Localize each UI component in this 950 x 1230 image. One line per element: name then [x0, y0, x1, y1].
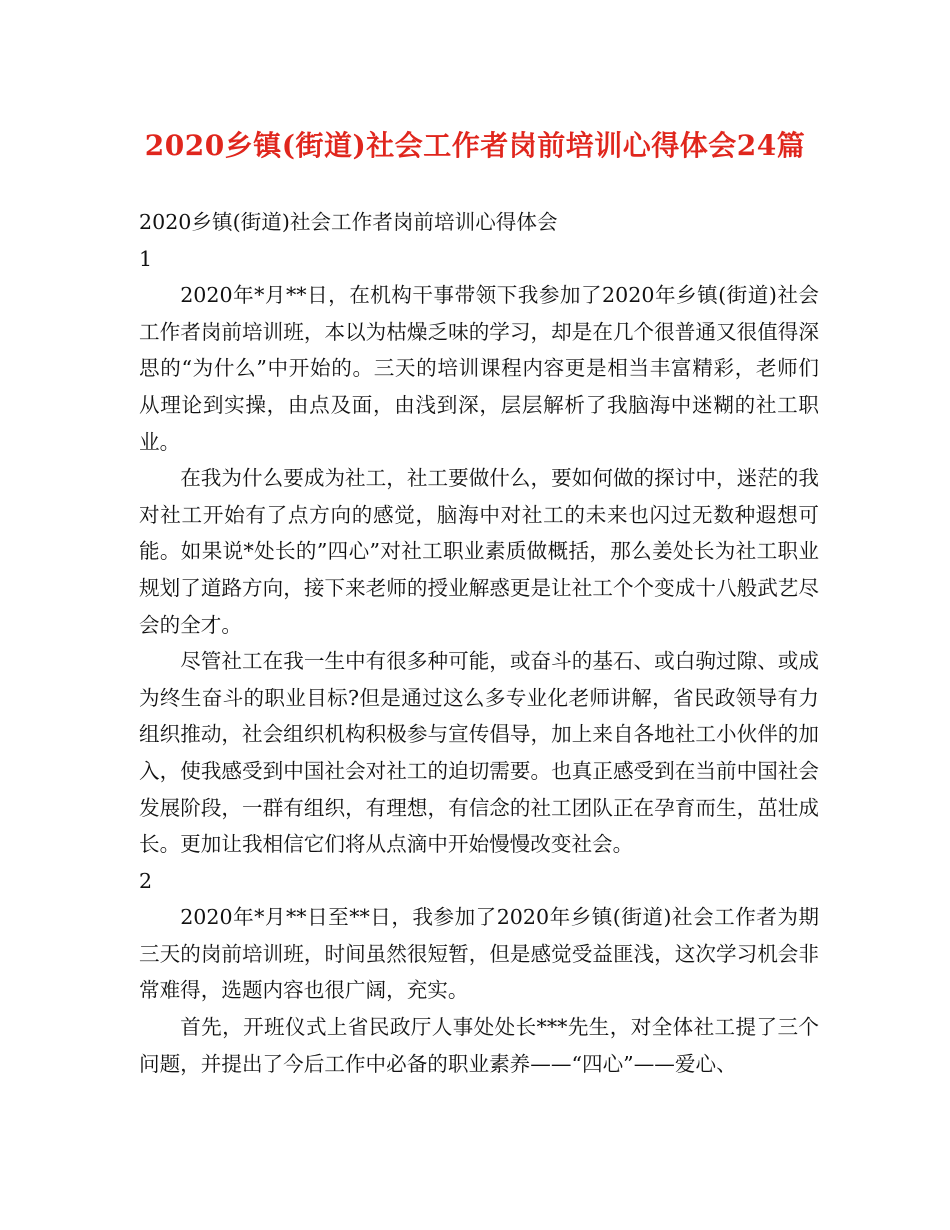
document-title: 2020乡镇(街道)社会工作者岗前培训心得体会24篇 — [144, 129, 806, 162]
subtitle: 2020乡镇(街道)社会工作者岗前培训心得体会 — [139, 210, 558, 234]
paragraph: 尽管社工在我一生中有很多种可能，或奋斗的基石、或白驹过隙、或成为终生奋斗的职业目标?但是通过这么多专业化老师讲解，省民政领导有力组织推动，社会组织机构积极参与宣传倡导，加上来自各地社工小伙伴的加入，使我感受到中国社会对社工的迫切需要。也真正感受到在当前中国社会发展阶段，一群有组织，有理想，有信念的社工团队正在孕育而生，茁壮成长。更加让我相信它们将从点滴中开始慢慢改变社会。 — [139, 649, 819, 857]
section-number-2: 2 — [139, 868, 153, 893]
paragraph: 在我为什么要成为社工，社工要做什么，要如何做的探讨中，迷茫的我对社工开始有了点方向的感觉，脑海中对社工的未来也闪过无数种遐想可能。如果说*处长的”四心”对社工职业素质做概括，那么姜处长为社工职业规划了道路方向，接下来老师的授业解惑更是让社工个个变成十八般武艺尽会的全才。 — [139, 466, 819, 637]
document-body — [139, 204, 819, 1082]
paragraph: 首先，开班仪式上省民政厅人事处处长***先生，对全体社工提了三个问题，并提出了今后工作中必备的职业素养——“四心”——爱心、 — [139, 1015, 819, 1076]
paragraph: 2020年*月**日至**日，我参加了2020年乡镇(街道)社会工作者为期三天的岗前培训班，时间虽然很短暂，但是感觉受益匪浅，这次学习机会非常难得，选题内容也很广阔，充实。 — [139, 905, 819, 1003]
paragraph: 2020年*月**日，在机构干事带领下我参加了2020年乡镇(街道)社会工作者岗前培训班，本以为枯燥乏味的学习，却是在几个很普通又很值得深思的“为什么”中开始的。三天的培训课程内容更是相当丰富精彩，老师们从理论到实操，由点及面，由浅到深，层层解析了我脑海中迷糊的社工职业。 — [139, 283, 819, 454]
section-number-1: 1 — [139, 246, 153, 271]
